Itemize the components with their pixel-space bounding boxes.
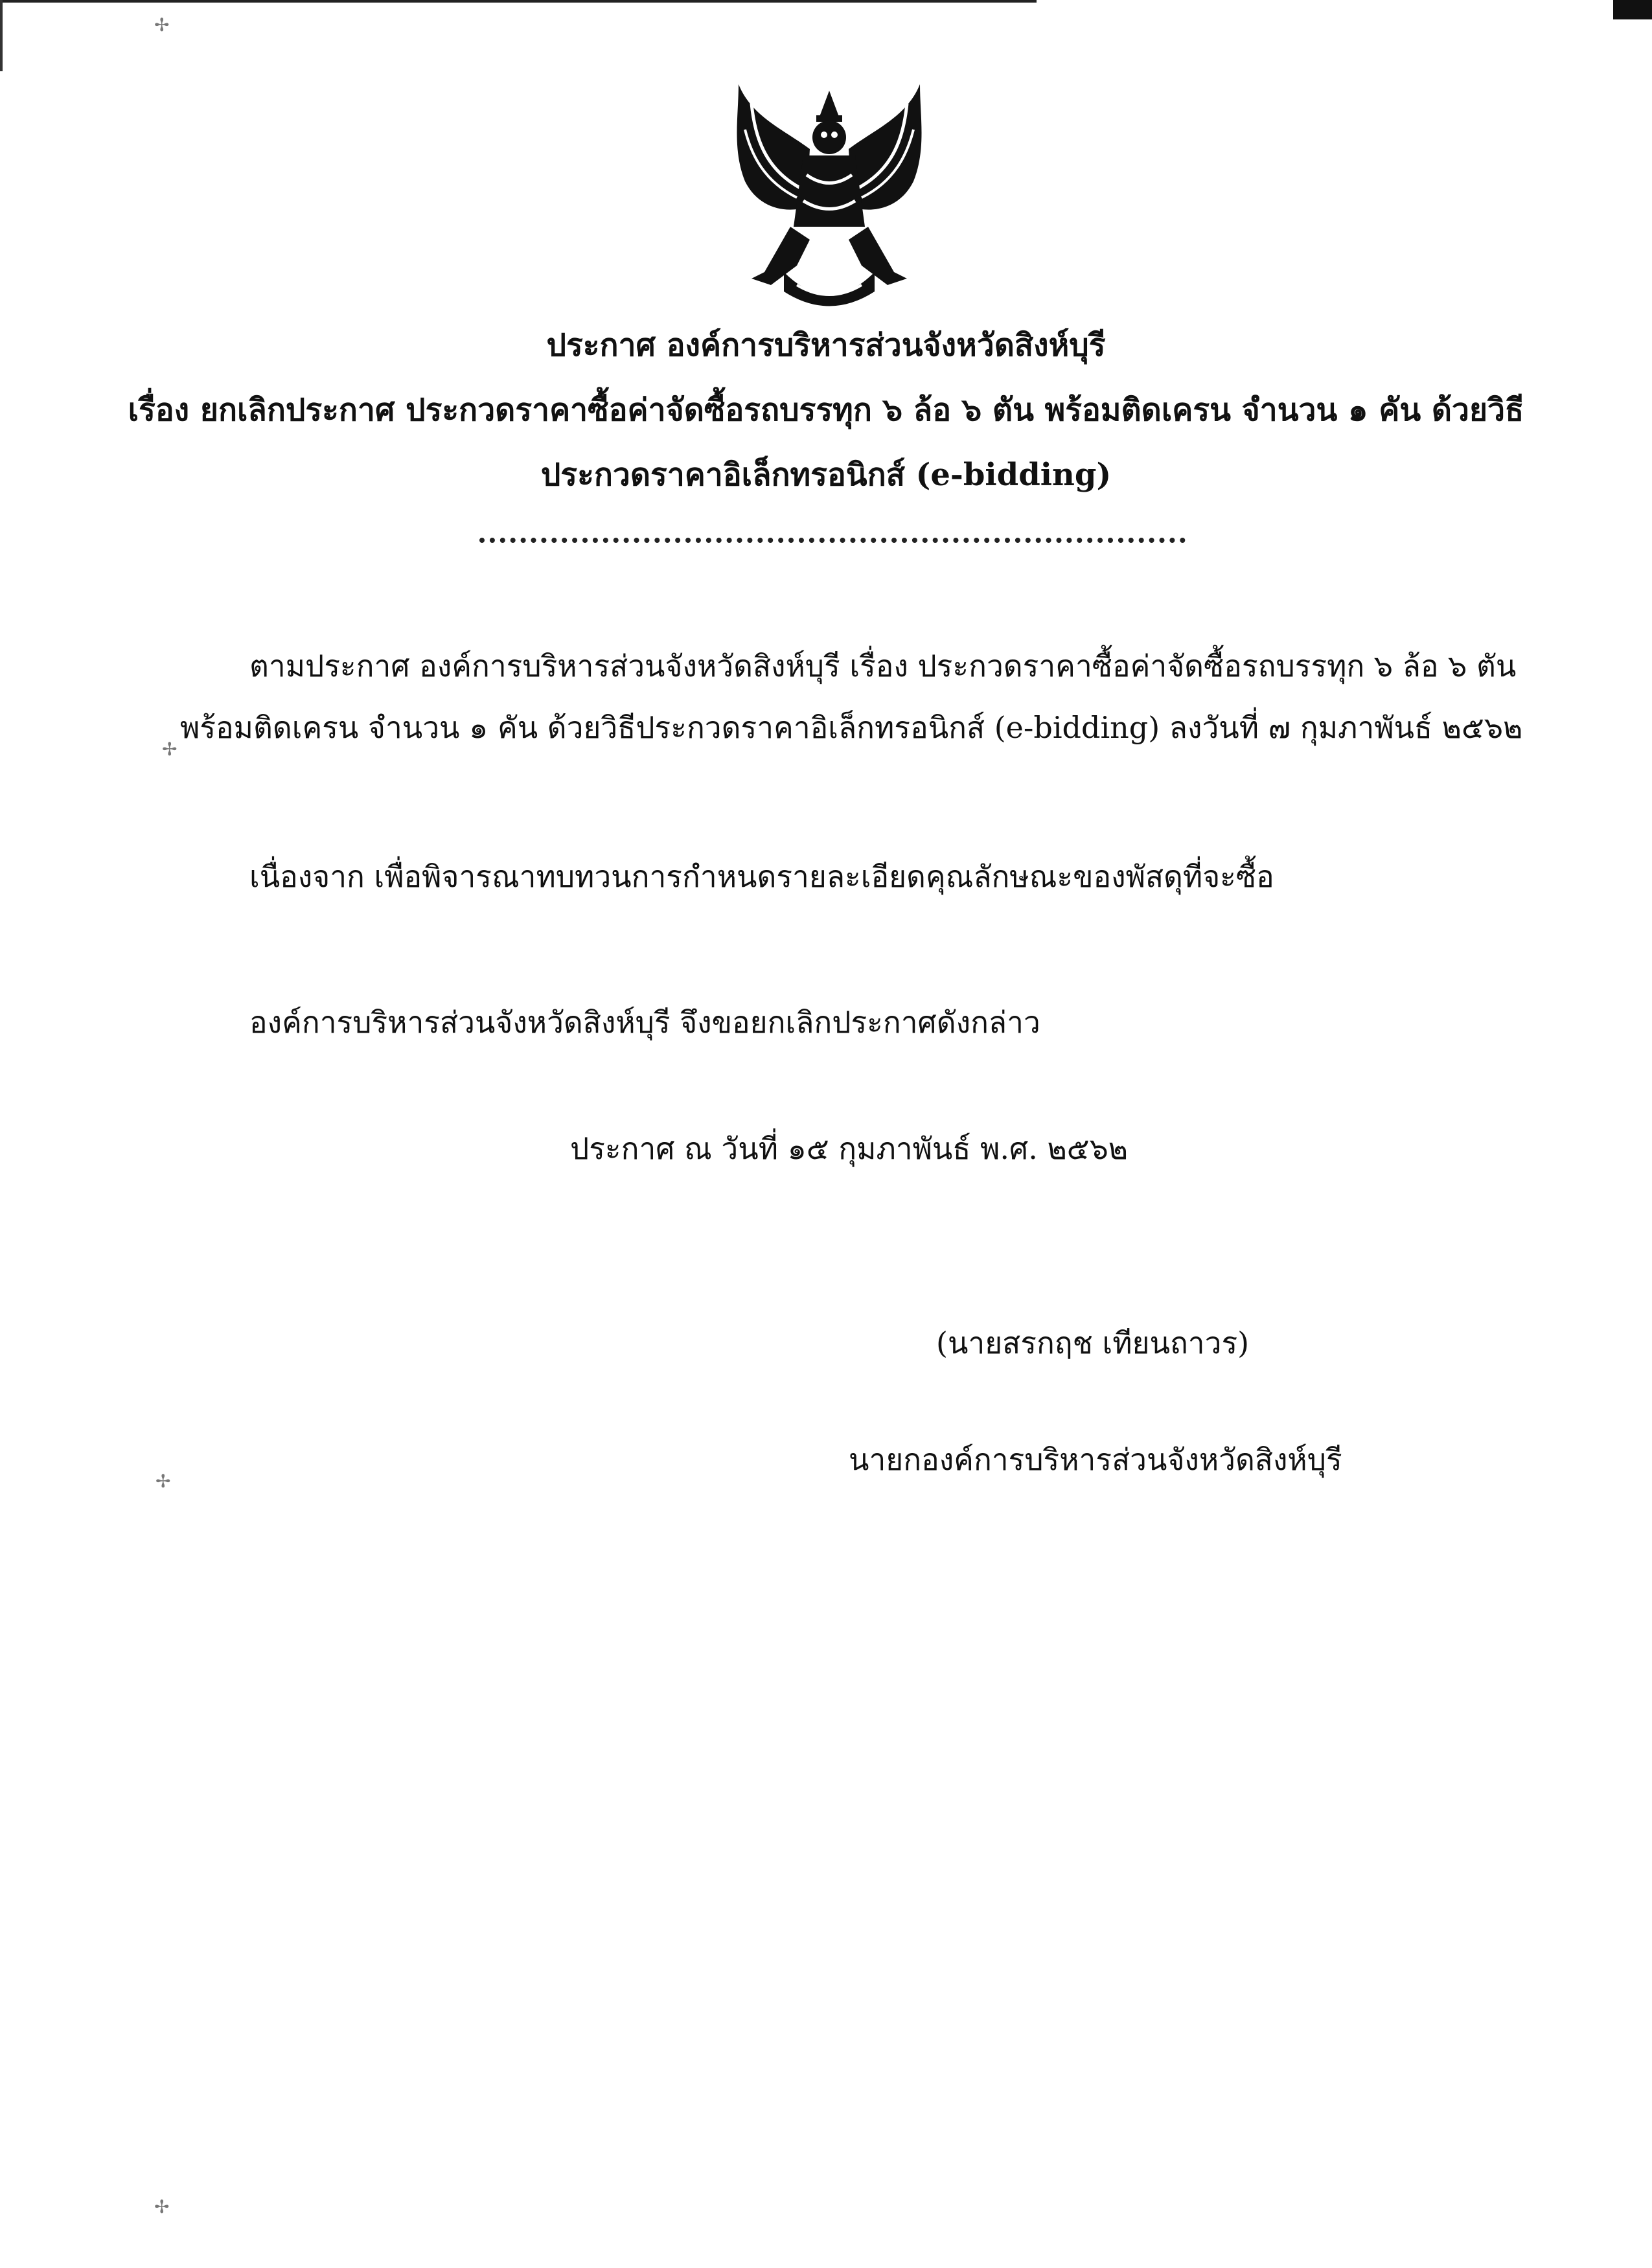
signatory-position: นายกองค์การบริหารส่วนจังหวัดสิงห์บุรี (849, 1442, 1342, 1477)
header-divider (479, 538, 1186, 543)
scan-speck: ✢ (154, 2196, 170, 2217)
body-paragraph-1-line-1: ตามประกาศ องค์การบริหารส่วนจังหวัดสิงห์บุรี เรื่อง ประกวดราคาซื้อค่าจัดซื้อรถบรรทุก ๖ ล้อ ๖ ตัน (249, 648, 1517, 683)
scan-corner-mark (1613, 0, 1652, 19)
announcement-subject-line-1: เรื่อง ยกเลิกประกาศ ประกวดราคาซื้อค่าจัดซื้อรถบรรทุก ๖ ล้อ ๖ ตัน พร้อมติดเครน จำนวน ๑ คัน ด้วยวิธี (128, 392, 1524, 428)
scan-top-rule (0, 0, 1037, 3)
announcement-title: ประกาศ องค์การบริหารส่วนจังหวัดสิงห์บุรี (546, 327, 1106, 363)
garuda-emblem-icon (726, 78, 933, 317)
body-paragraph-2: เนื่องจาก เพื่อพิจารณาทบทวนการกำหนดรายละเอียดคุณลักษณะของพัสดุที่จะซื้อ (249, 859, 1274, 894)
scan-speck: ✢ (155, 1471, 171, 1492)
scan-left-rule (0, 0, 3, 71)
announcement-date: ประกาศ ณ วันที่ ๑๕ กุมภาพันธ์ พ.ศ. ๒๕๖๒ (570, 1131, 1129, 1166)
scan-speck: ✢ (154, 14, 170, 36)
signatory-name: (นายสรกฤช เทียนถาวร) (936, 1325, 1250, 1360)
body-paragraph-1-line-2: พร้อมติดเครน จำนวน ๑ คัน ด้วยวิธีประกวดราคาอิเล็กทรอนิกส์ (e-bidding) ลงวันที่ ๗ กุมภาพันธ์ ๒๕๖๒ (180, 710, 1523, 745)
body-paragraph-3: องค์การบริหารส่วนจังหวัดสิงห์บุรี จึงขอยกเลิกประกาศดังกล่าว (249, 1005, 1040, 1040)
scan-speck: ✢ (162, 739, 178, 760)
announcement-subject-line-2: ประกวดราคาอิเล็กทรอนิกส์ (e-bidding) (540, 457, 1112, 493)
